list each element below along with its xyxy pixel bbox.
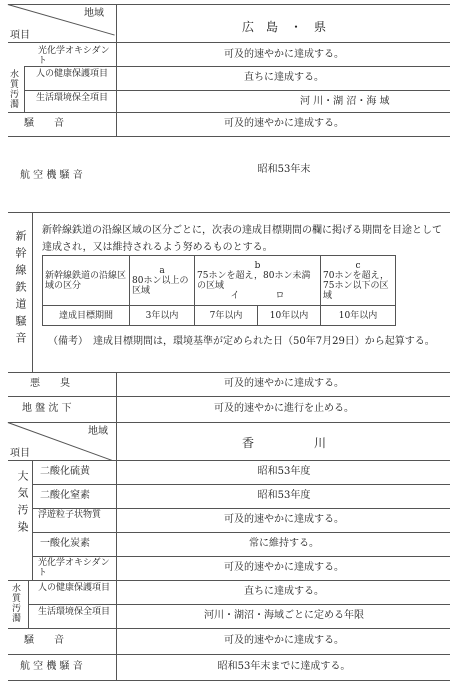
- row-label: 二酸化窒素: [40, 490, 90, 501]
- period-cell: 10年以内: [321, 306, 396, 326]
- row-label: 人の健康保護項目: [38, 583, 111, 593]
- row-label: 騒 音: [24, 118, 64, 129]
- col-letter: b: [254, 260, 261, 271]
- rule: [8, 460, 450, 461]
- rule-top: [8, 4, 450, 5]
- row-label: 騒 音: [24, 635, 64, 646]
- rule: [32, 484, 450, 485]
- row-value: 常に維持する。: [249, 538, 319, 549]
- row-label: 生活環境保全項目: [38, 607, 111, 617]
- row-label: 生活環境保全項目: [36, 93, 109, 103]
- col-letter: a: [159, 265, 165, 276]
- row-value: 昭和53年度: [257, 466, 311, 477]
- rule: [8, 42, 450, 43]
- row-label: 人の健康保護項目: [36, 69, 109, 79]
- table-col-b: [195, 256, 321, 306]
- header-region-label: 地域: [84, 8, 104, 19]
- row-value: 昭和53年末: [257, 164, 311, 175]
- prefecture-name: 広 島 ・ 県: [241, 20, 326, 34]
- period-cell: 7年以内: [195, 306, 258, 326]
- table-header-cell: 新幹線鉄道の沿線区域の区分: [43, 256, 130, 306]
- rule: [8, 112, 450, 113]
- rule: [8, 136, 450, 137]
- rule-label-col-2: [116, 372, 117, 422]
- period-cell: 10年以内: [258, 306, 321, 326]
- shinkansen-note: （備考） 達成目標期間は，環境基準が定められた日（50年7月29日）から起算する。: [48, 336, 435, 347]
- row-value: 可及的速やかに達成する。: [224, 635, 344, 646]
- rule: [32, 532, 450, 533]
- row-value: 可及的速やかに達成する。: [224, 514, 344, 525]
- col-desc: 80ホン以上の区域: [132, 275, 189, 296]
- table-col-a: [130, 256, 195, 306]
- rule-air-group: [32, 460, 33, 580]
- col-desc: 75ホンを超え，80ホン未満の区域: [197, 270, 311, 291]
- rule: [24, 66, 450, 67]
- rule: [8, 580, 450, 581]
- row-value: 昭和53年度: [257, 490, 311, 501]
- rule: [24, 90, 450, 91]
- rule: [8, 372, 450, 373]
- row-label: 光化学オキシダント: [38, 558, 110, 578]
- subsidence-value: 可及的速やかに進行を止める。: [214, 403, 354, 414]
- row-value: 可及的速やかに達成する。: [224, 49, 344, 60]
- rule: [32, 508, 450, 509]
- rule: [8, 628, 450, 629]
- row-value: 直ちに達成する。: [244, 586, 324, 597]
- subsidence-label: 地 盤 沈 下: [22, 403, 72, 414]
- rule-bottom: [8, 680, 450, 681]
- rule-water-group-1: [24, 66, 25, 112]
- rule-label-col-1: [116, 4, 117, 136]
- row-label: 浮遊粒子状物質: [38, 510, 102, 520]
- odor-label: 悪 臭: [30, 378, 70, 389]
- rule-shinkansen-col: [32, 212, 33, 372]
- rule: [8, 422, 450, 423]
- row-value: 河 川・湖 沼・海 域: [300, 96, 390, 107]
- air-group-label: 大気汚染: [16, 470, 29, 538]
- row-value: 可及的速やかに達成する。: [224, 118, 344, 129]
- row-label: 航 空 機 騒 音: [20, 661, 83, 672]
- rule: [8, 212, 450, 213]
- rule: [8, 396, 450, 397]
- row-value: 昭和53年末までに達成する。: [217, 661, 351, 672]
- col-desc: 70ホンを超え，75ホン以下の区域: [323, 270, 389, 301]
- header-item-label: 項目: [10, 448, 30, 459]
- shinkansen-target-table: [42, 255, 396, 326]
- rule: [32, 556, 450, 557]
- prefecture-name: 香 川: [241, 436, 326, 450]
- water-group-label: 水質汚濁: [12, 584, 22, 624]
- row-value: 河川・湖沼・海域ごとに定める年限: [204, 610, 364, 621]
- period-label: 達成目標期間: [43, 306, 130, 326]
- header-region-label: 地域: [88, 426, 108, 437]
- col-sub: イ ロ: [230, 290, 285, 301]
- header-item-label: 項目: [10, 30, 30, 41]
- rule: [28, 604, 450, 605]
- row-value: 直ちに達成する。: [244, 72, 324, 83]
- col-letter: c: [355, 260, 361, 271]
- row-value: 可及的速やかに達成する。: [224, 562, 344, 573]
- rule: [8, 654, 450, 655]
- row-label: 航 空 機 騒 音: [20, 170, 83, 181]
- table-col-c: [321, 256, 396, 306]
- odor-value: 可及的速やかに達成する。: [224, 378, 344, 389]
- water-group-label: 水質汚濁: [10, 70, 20, 110]
- row-label: 二酸化硫黄: [40, 466, 90, 477]
- row-label: 一酸化炭素: [40, 538, 90, 549]
- shinkansen-group-label: 新幹線鉄道騒音: [14, 230, 27, 349]
- shinkansen-intro: 新幹線鉄道の沿線区域の区分ごとに，次表の達成目標期間の欄に掲げる期間を目途として達成され，又は維持されるよう努めるものとする。: [42, 225, 442, 253]
- row-label: 光化学オキシダント: [38, 46, 110, 66]
- period-cell: 3年以内: [130, 306, 195, 326]
